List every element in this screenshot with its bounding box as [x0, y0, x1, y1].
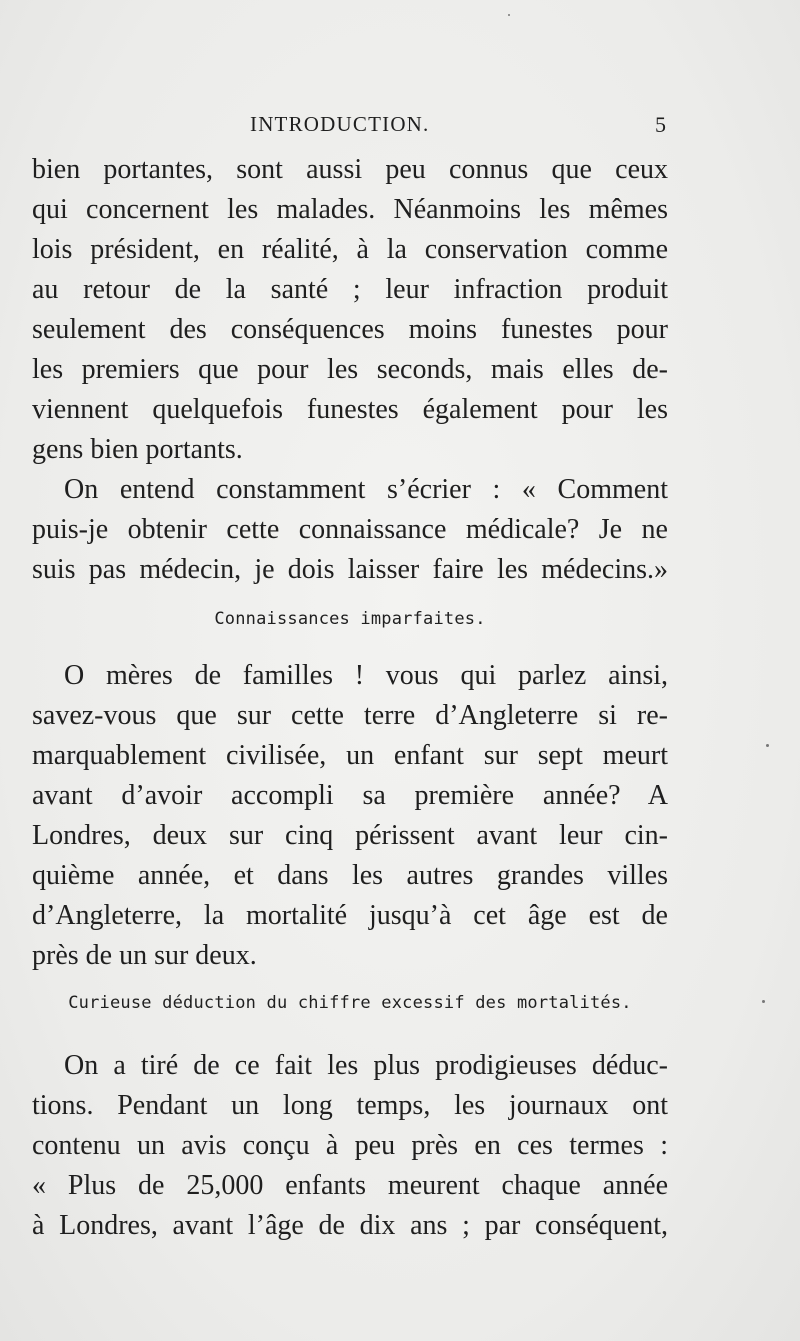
- text-line: gens bien portants.: [32, 434, 243, 465]
- text-line: au retour de la santé ; leur infraction produit: [32, 274, 668, 305]
- text-line: puis-je obtenir cette connaissance médicale? Je ne: [32, 514, 668, 545]
- page-number: 5: [655, 112, 666, 137]
- running-head: INTRODUCTION.: [250, 112, 430, 136]
- page-header: [32, 112, 668, 142]
- page-body: [32, 150, 668, 1246]
- text-line: les premiers que pour les seconds, mais elles de-: [32, 354, 668, 385]
- text-line: contenu un avis conçu à peu près en ces termes :: [32, 1130, 668, 1161]
- text-line: d’Angleterre, la mortalité jusqu’à cet âge est de: [32, 900, 668, 931]
- paragraph: [32, 150, 668, 470]
- section-subheading: Connaissances imparfaites.: [214, 609, 486, 629]
- text-line: avant d’avoir accompli sa première année? A: [32, 780, 668, 811]
- text-line: « Plus de 25,000 enfants meurent chaque année: [32, 1170, 668, 1201]
- text-line: Londres, deux sur cinq périssent avant leur cin-: [32, 820, 668, 851]
- paragraph: [32, 1046, 668, 1246]
- text-line: seulement des conséquences moins funestes pour: [32, 314, 668, 345]
- text-line: savez-vous que sur cette terre d’Angleterre si re-: [32, 700, 668, 731]
- paper-speck: [508, 14, 510, 16]
- section-subheading: Curieuse déduction du chiffre excessif des mortalités.: [68, 993, 632, 1013]
- text-line: lois président, en réalité, à la conservation comme: [32, 234, 668, 265]
- text-line: O mères de familles ! vous qui parlez ainsi,: [64, 660, 668, 691]
- text-line: près de un sur deux.: [32, 940, 257, 971]
- text-line: bien portantes, sont aussi peu connus que ceux: [32, 154, 668, 185]
- paper-speck: [766, 744, 769, 747]
- paragraph: [32, 656, 668, 976]
- text-line: qui concernent les malades. Néanmoins les mêmes: [32, 194, 668, 225]
- text-line: tions. Pendant un long temps, les journaux ont: [32, 1090, 668, 1121]
- paragraph: [32, 470, 668, 590]
- text-line: On a tiré de ce fait les plus prodigieuses déduc-: [64, 1050, 668, 1081]
- text-line: marquablement civilisée, un enfant sur sept meurt: [32, 740, 668, 771]
- text-line: à Londres, avant l’âge de dix ans ; par conséquent,: [32, 1210, 668, 1241]
- text-line: On entend constamment s’écrier : « Comment: [64, 474, 668, 505]
- paper-speck: [762, 1000, 765, 1003]
- text-line: viennent quelquefois funestes également pour les: [32, 394, 668, 425]
- text-line: quième année, et dans les autres grandes villes: [32, 860, 668, 891]
- text-line: suis pas médecin, je dois laisser faire les médecins.»: [32, 554, 668, 585]
